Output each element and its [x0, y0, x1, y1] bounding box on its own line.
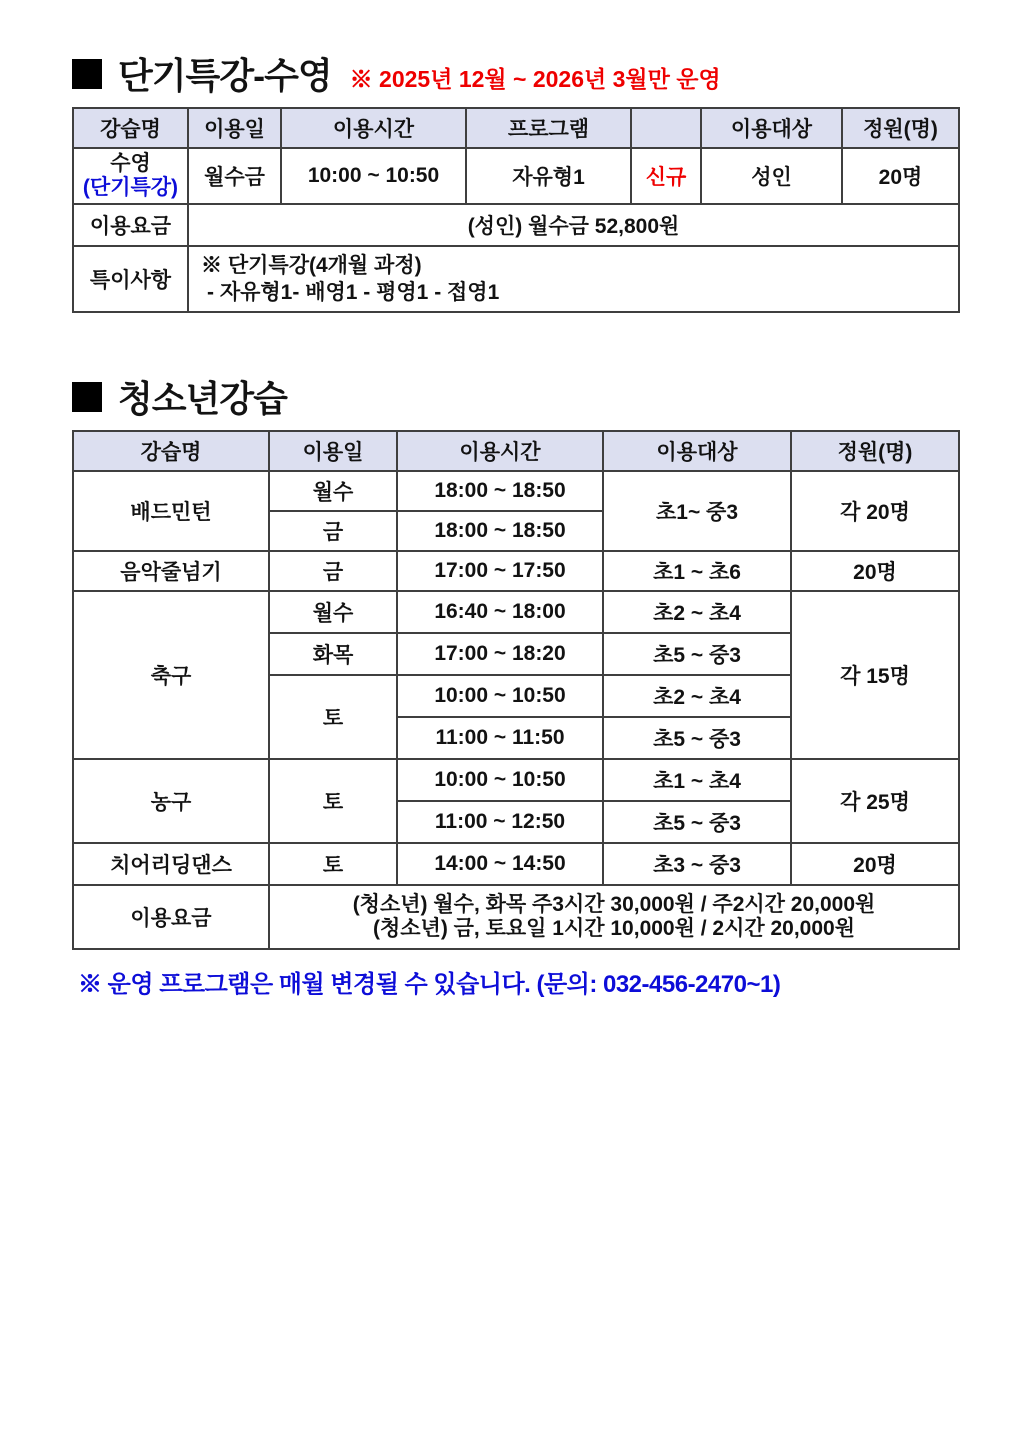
cell-course-name: 축구 [73, 591, 269, 759]
header-capacity: 정원(명) [791, 431, 959, 471]
cell-course-name: 치어리딩댄스 [73, 843, 269, 885]
youth-fee-row [73, 885, 959, 949]
cell-target: 초5 ~ 중3 [603, 717, 791, 759]
cell-capacity: 각 25명 [791, 759, 959, 843]
cell-target: 초1 ~ 초4 [603, 759, 791, 801]
cell-day: 토 [269, 759, 397, 843]
header-course-name: 강습명 [73, 431, 269, 471]
cell-time: 10:00 ~ 10:50 [397, 759, 603, 801]
cell-target: 초2 ~ 초4 [603, 675, 791, 717]
cell-course-name: 배드민턴 [73, 471, 269, 551]
swim-title-note: ※ 2025년 12월 ~ 2026년 3월만 운영 [349, 66, 721, 92]
square-bullet-icon [72, 59, 102, 89]
cell-time: 10:00 ~ 10:50 [281, 148, 466, 204]
square-bullet-icon [72, 382, 102, 412]
footer-note: ※ 운영 프로그램은 매월 변경될 수 있습니다. (문의: 032-456-2470~1) [78, 971, 781, 998]
fee-value: (성인) 월수금 52,800원 [188, 204, 959, 246]
cell-target: 초3 ~ 중3 [603, 843, 791, 885]
cell-time: 17:00 ~ 18:20 [397, 633, 603, 675]
badminton-row-1 [73, 471, 959, 511]
youth-section-title [72, 371, 958, 422]
note-label: 특이사항 [73, 246, 188, 312]
fee-label: 이용요금 [73, 204, 188, 246]
cell-program: 자유형1 [466, 148, 631, 204]
cell-course-name: 음악줄넘기 [73, 551, 269, 591]
cell-day: 월수 [269, 471, 397, 511]
header-day: 이용일 [188, 108, 281, 148]
fee-label: 이용요금 [73, 885, 269, 949]
cell-day: 화목 [269, 633, 397, 675]
cell-target: 초1 ~ 초6 [603, 551, 791, 591]
cell-capacity: 각 15명 [791, 591, 959, 759]
cell-time: 14:00 ~ 14:50 [397, 843, 603, 885]
cell-day: 금 [269, 511, 397, 551]
header-time: 이용시간 [281, 108, 466, 148]
cell-course-name: 농구 [73, 759, 269, 843]
header-target: 이용대상 [603, 431, 791, 471]
cell-capacity: 각 20명 [791, 471, 959, 551]
swim-section-title [72, 48, 958, 99]
cell-target: 초2 ~ 초4 [603, 591, 791, 633]
cell-capacity: 20명 [791, 551, 959, 591]
basketball-row-1 [73, 759, 959, 801]
cell-day: 토 [269, 675, 397, 759]
youth-title-text: 청소년강습 [118, 378, 287, 419]
youth-course-table [72, 430, 960, 950]
cell-target: 초1~ 중3 [603, 471, 791, 551]
header-time: 이용시간 [397, 431, 603, 471]
swim-course-row [73, 148, 959, 204]
soccer-row-1 [73, 591, 959, 633]
header-empty [631, 108, 701, 148]
cell-course-name [73, 148, 188, 204]
cell-capacity: 20명 [842, 148, 959, 204]
header-program: 프로그램 [466, 108, 631, 148]
fee-line2: (청소년) 금, 토요일 1시간 10,000원 / 2시간 20,000원 [372, 917, 856, 940]
note-line1: ※ 단기특강(4개월 과정) [201, 253, 422, 277]
cell-time: 11:00 ~ 11:50 [397, 717, 603, 759]
cell-time: 18:00 ~ 18:50 [397, 471, 603, 511]
header-target: 이용대상 [701, 108, 842, 148]
cell-day: 금 [269, 551, 397, 591]
note-value [188, 246, 959, 312]
header-capacity: 정원(명) [842, 108, 959, 148]
cell-time: 11:00 ~ 12:50 [397, 801, 603, 843]
cell-time: 16:40 ~ 18:00 [397, 591, 603, 633]
cell-target: 성인 [701, 148, 842, 204]
youth-header-row [73, 431, 959, 471]
cell-time: 18:00 ~ 18:50 [397, 511, 603, 551]
cell-new-badge: 신규 [631, 148, 701, 204]
header-day: 이용일 [269, 431, 397, 471]
course-name-line2: (단기특강) [82, 176, 179, 199]
cell-time: 10:00 ~ 10:50 [397, 675, 603, 717]
cell-day: 월수금 [188, 148, 281, 204]
swim-course-table [72, 107, 960, 313]
cell-capacity: 20명 [791, 843, 959, 885]
note-line2: - 자유형1- 배영1 - 평영1 - 접영1 [207, 281, 500, 304]
cell-target: 초5 ~ 중3 [603, 633, 791, 675]
cell-target: 초5 ~ 중3 [603, 801, 791, 843]
cell-time: 17:00 ~ 17:50 [397, 551, 603, 591]
cheer-row [73, 843, 959, 885]
fee-value [269, 885, 959, 949]
cell-day: 토 [269, 843, 397, 885]
cell-day: 월수 [269, 591, 397, 633]
swim-header-row [73, 108, 959, 148]
course-name-line1: 수영 [110, 151, 151, 175]
fee-line1: (청소년) 월수, 화목 주3시간 30,000원 / 주2시간 20,000원 [352, 892, 876, 916]
swim-fee-row [73, 204, 959, 246]
swim-note-row [73, 246, 959, 312]
swim-title-text: 단기특강-수영 [118, 55, 332, 96]
jumprope-row [73, 551, 959, 591]
header-course-name: 강습명 [73, 108, 188, 148]
